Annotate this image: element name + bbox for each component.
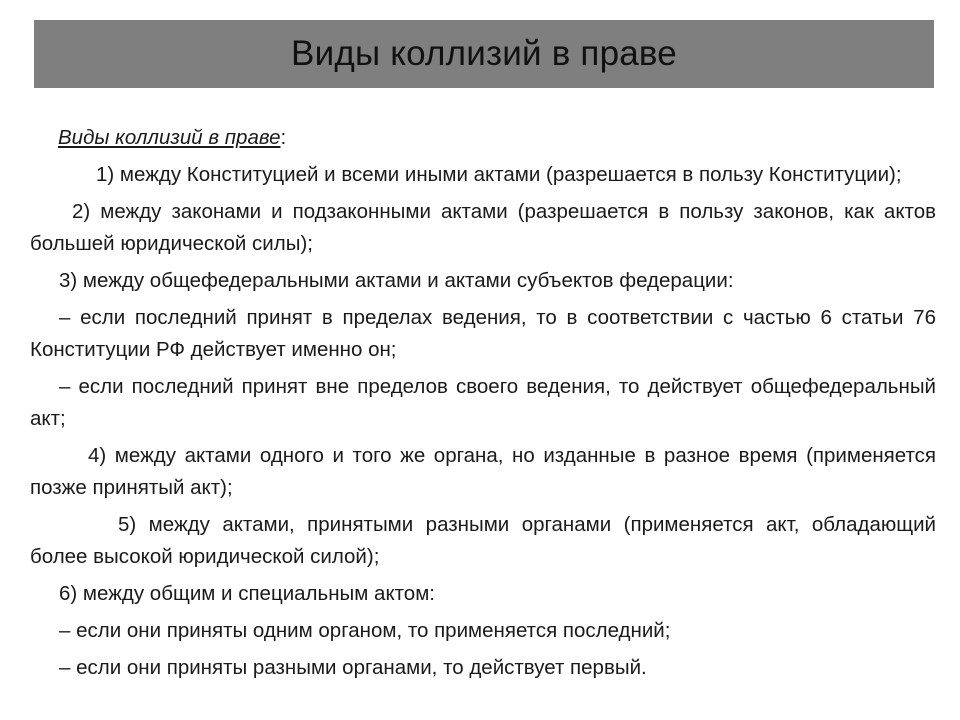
list-item: – если последний принят вне пределов своего ведения, то действует общефедеральный акт; — [30, 375, 936, 430]
lead-colon: : — [280, 126, 287, 149]
list-item: 1) между Конституцией и всеми иными актами (разрешается в пользу Конституции); — [96, 163, 902, 186]
list-item: – если они приняты одним органом, то применяется последний; — [59, 619, 671, 642]
lead-line — [30, 122, 936, 154]
slide-content — [30, 122, 936, 689]
list-item: – если они приняты разными органами, то действует первый. — [59, 656, 647, 679]
list-item: 3) между общефедеральными актами и актами субъектов федерации: — [59, 269, 734, 292]
title-bar — [34, 20, 934, 88]
list-item: 4) между актами одного и того же органа, но изданные в разное время (применяется позже принятый акт); — [30, 444, 936, 499]
list-item: 2) между законами и подзаконными актами (разрешается в пользу законов, как актов большей юридической силы); — [30, 200, 936, 255]
lead-label: Виды коллизий в праве — [58, 126, 281, 149]
list-item: 6) между общим и специальным актом: — [59, 582, 435, 605]
slide-title: Виды коллизий в праве — [291, 34, 677, 73]
list-item: – если последний принят в пределах ведения, то в соответствии с частью 6 статьи 76 Конституции РФ действует именно он; — [30, 306, 936, 361]
list-item: 5) между актами, принятыми разными органами (применяется акт, обладающий более высокой юридической силой); — [30, 513, 936, 568]
